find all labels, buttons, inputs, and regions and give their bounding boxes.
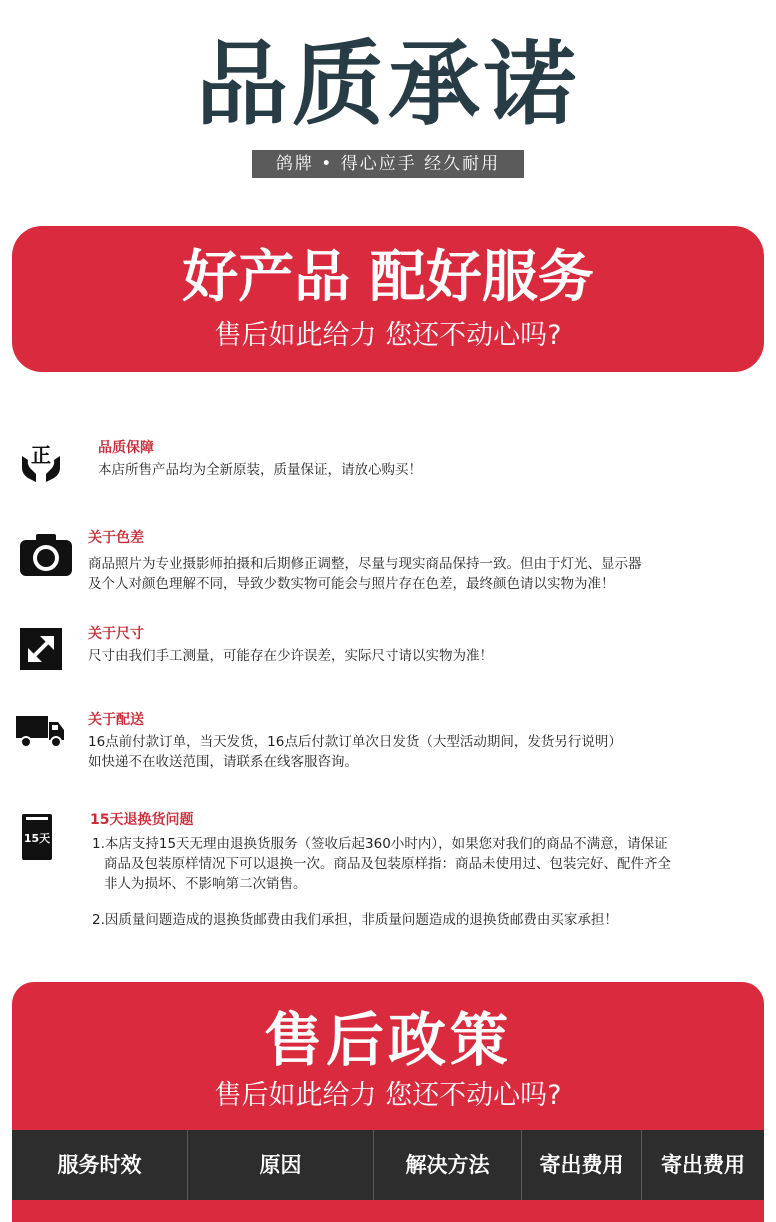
after-sales-headline: 售后政策 [263,1006,512,1074]
diagonal-arrow-icon [20,628,62,670]
column-header: 服务时效 [12,1130,188,1200]
svg-text:正: 正 [31,443,51,467]
item-text-line: 本店所售产品均为全新原装，质量保证，请放心购买！ [98,462,422,478]
item-heading: 关于配送 [88,712,144,728]
column-header: 原因 [188,1130,374,1200]
item-text-line: 商品照片为专业摄影师拍摄和后期修正调整，尽量与现实商品保持一致。但由于灯光、显示器 [88,556,642,572]
item-heading: 15天退换货问题 [90,812,194,828]
svg-text:15天: 15天 [23,832,51,845]
service-banner-tagline: 售后如此给力 您还不动心吗? [214,320,562,351]
column-header: 解决方法 [374,1130,522,1200]
item-heading: 品质保障 [98,440,154,456]
item-heading: 关于色差 [88,530,144,546]
item-text-line: 商品及包装原样情况下可以退换一次。商品及包装原样指：商品未使用过、包装完好、配件齐全 [104,856,671,872]
promise-item-delivery [0,710,776,776]
column-header: 寄出费用 [661,1153,745,1177]
hands-quality-icon [18,434,64,484]
promise-item-quality [0,430,776,490]
column-header: 寄出费用 [522,1130,642,1200]
item-text-line: 尺寸由我们手工测量，可能存在少许误差，实际尺寸请以实物为准！ [88,648,493,664]
camera-icon [18,532,74,578]
policy-table-header [12,1130,764,1200]
item-text-line: 如快递不在收送范围，请联系在线客服咨询。 [88,754,358,770]
page-title: 品质承诺 [195,31,580,138]
promise-item-size [0,624,776,674]
truck-icon [16,714,66,748]
promise-item-returns [0,808,776,938]
item-text-line: 2.因质量问题造成的退换货邮费由我们承担，非质量问题造成的退换货邮费由买家承担！ [92,912,618,928]
item-text-line: 16点前付款订单，当天发货，16点后付款订单次日发货（大型活动期间，发货另行说明） [88,734,622,750]
item-text-line: 1.本店支持15天无理由退换货服务（签收后起360小时内），如果您对我们的商品不满意，请保证 [92,836,668,852]
brand-slogan: 鸽牌 • 得心应手 经久耐用 [252,150,524,178]
item-text-line: 非人为损坏、不影响第二次销售。 [104,876,307,892]
service-banner [12,226,764,372]
promise-item-color [0,528,776,598]
fifteen-days-icon [22,814,52,860]
service-banner-headline: 好产品 配好服务 [182,245,594,310]
item-text-line: 及个人对颜色理解不同，导致少数实物可能会与照片存在色差，最终颜色请以实物为准！ [88,576,615,592]
after-sales-tagline: 售后如此给力 您还不动心吗? [214,1080,562,1111]
item-heading: 关于尺寸 [88,626,144,642]
